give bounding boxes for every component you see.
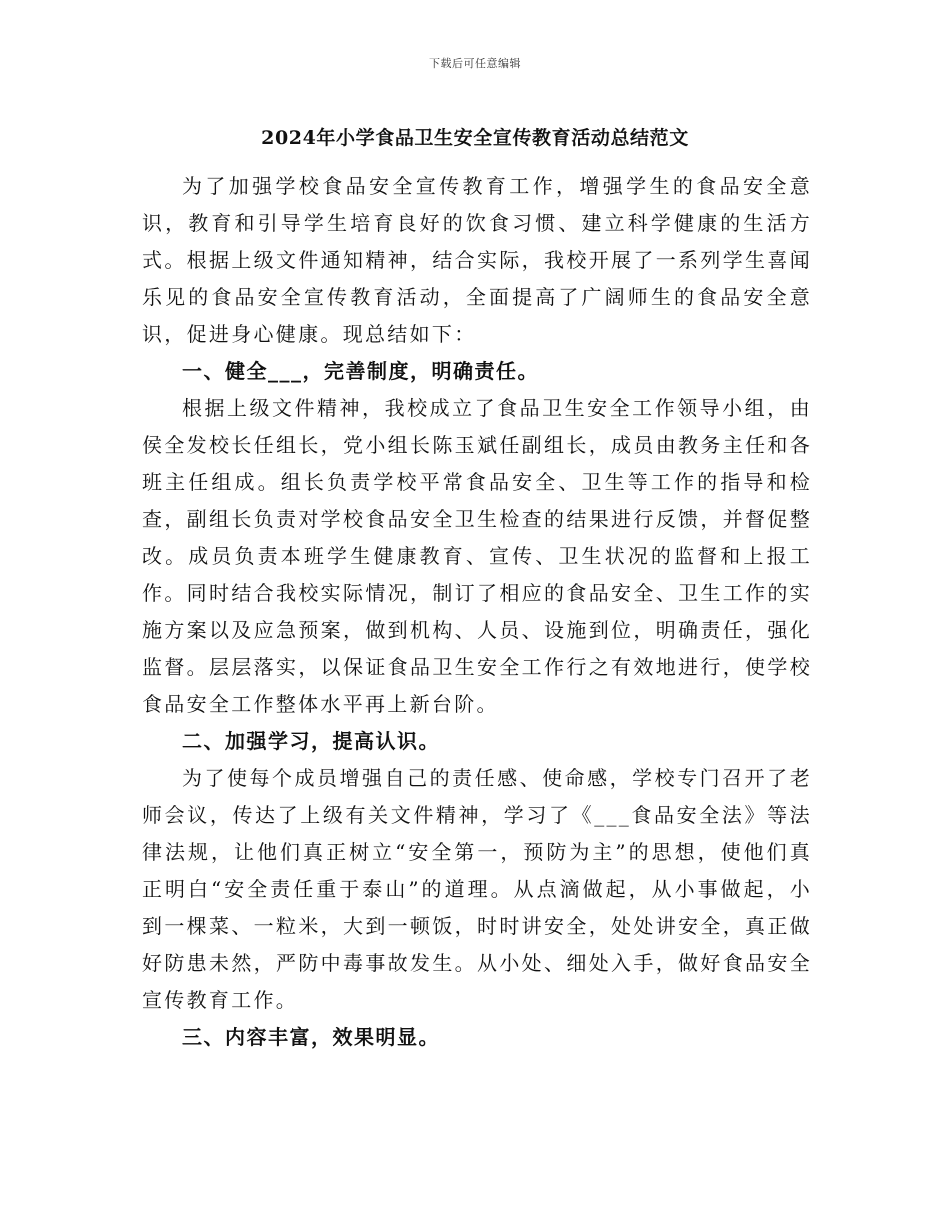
header-note: 下载后可任意编辑	[429, 57, 521, 70]
section-heading-1: 一、健全___，完善制度，明确责任。	[182, 359, 539, 383]
section-heading-2: 二、加强学习，提高认识。	[182, 729, 440, 753]
section-1-paragraph: 根据上级文件精神，我校成立了食品卫生安全工作领导小组，由侯全发校长任组长，党小组长陈玉斌任副组长，成员由教务主任和各班主任组成。组长负责学校平常食品安全、卫生等工作的指导和检查，副组长负责对学校食品安全卫生检查的结果进行反馈，并督促整改。成员负责本班学生健康教育、宣传、卫生状况的监督和上报工作。同时结合我校实际情况，制订了相应的食品安全、卫生工作的实施方案以及应急预案，做到机构、人员、设施到位，明确责任，强化监督。层层落实，以保证食品卫生安全工作行之有效地进行，使学校食品安全工作整体水平再上新台阶。	[142, 396, 812, 716]
document-body	[142, 168, 812, 1056]
section-heading-3: 三、内容丰富，效果明显。	[182, 1025, 440, 1049]
document-title: 2024年小学食品卫生安全宣传教育活动总结范文	[261, 127, 689, 149]
section-2-paragraph: 为了使每个成员增强自己的责任感、使命感，学校专门召开了老师会议，传达了上级有关文件精神，学习了《___食品安全法》等法律法规，让他们真正树立“安全第一，预防为主”的思想，使他们真正明白“安全责任重于泰山”的道理。从点滴做起，从小事做起，小到一棵菜、一粒米，大到一顿饭，时时讲安全，处处讲安全，真正做好防患未然，严防中毒事故发生。从小处、细处入手，做好食品安全宣传教育工作。	[142, 766, 812, 1012]
intro-paragraph: 为了加强学校食品安全宣传教育工作，增强学生的食品安全意识，教育和引导学生培育良好的饮食习惯、建立科学健康的生活方式。根据上级文件通知精神，结合实际，我校开展了一系列学生喜闻乐见的食品安全宣传教育活动，全面提高了广阔师生的食品安全意识，促进身心健康。现总结如下：	[142, 174, 812, 346]
